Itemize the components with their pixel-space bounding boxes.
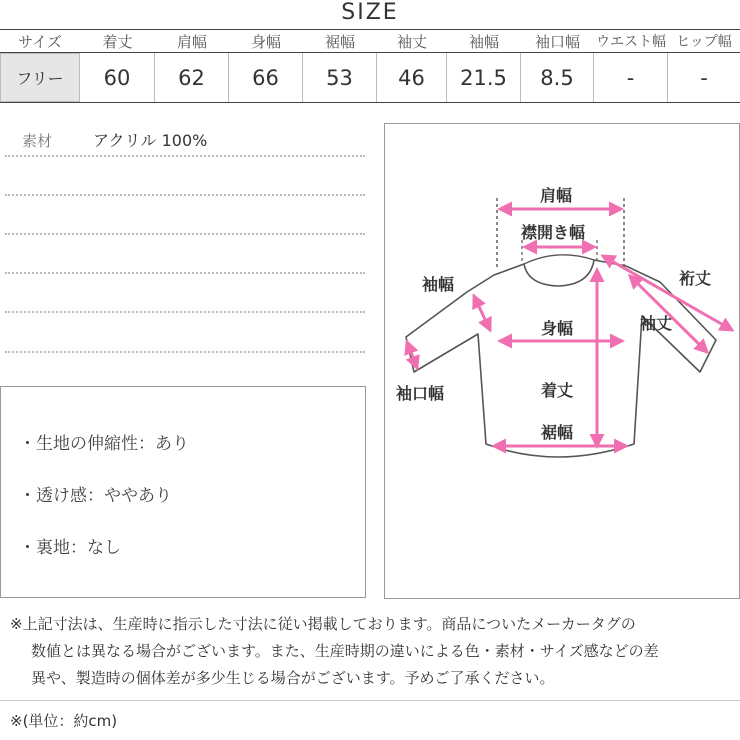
label-sleeve-length: 袖丈 xyxy=(640,314,673,333)
label-length: 着丈 xyxy=(541,381,574,400)
header-hem: 裾幅 xyxy=(324,33,355,51)
label-shoulder: 肩幅 xyxy=(540,186,573,205)
header-waist: ウエスト幅 xyxy=(596,34,666,50)
label-neck: 襟開き幅 xyxy=(521,223,586,242)
label-hem: 裾幅 xyxy=(541,423,574,442)
value-sleeve-width: 21.5 xyxy=(447,53,521,102)
note-line-1: ※上記寸法は、生産時に指示した寸法に従い掲載しております。商品についたメーカータグの xyxy=(10,615,636,633)
label-cuff: 袖口幅 xyxy=(396,384,445,403)
value-hip: - xyxy=(700,65,708,90)
label-body-width: 身幅 xyxy=(541,319,574,338)
note-line-3: 異や、製造時の個体差が多少生じる場合がございます。予めご了承ください。 xyxy=(31,669,555,687)
feature-lining: ・裏地：なし xyxy=(19,538,121,558)
value-sleeve-length: 46 xyxy=(377,53,447,102)
unit-note: ※(単位：約cm) xyxy=(10,712,118,730)
label-sleeve-width: 袖幅 xyxy=(422,275,455,294)
note-line-2: 数値とは異なる場合がございます。また、生産時期の違いによる色・素材・サイズ感などの差 xyxy=(31,642,659,660)
value-length: 60 xyxy=(80,53,155,102)
header-size: サイズ xyxy=(18,33,62,51)
feature-sheer: ・透け感：ややあり xyxy=(19,486,172,506)
size-title: SIZE xyxy=(341,0,399,25)
header-length: 着丈 xyxy=(102,33,133,51)
disclaimer-note xyxy=(10,611,735,692)
header-sleeve-length: 袖丈 xyxy=(396,33,427,51)
feature-stretch: ・生地の伸縮性：あり xyxy=(19,434,189,454)
header-shoulder: 肩幅 xyxy=(176,33,207,51)
material-label: 素材 xyxy=(22,132,53,150)
header-sleeve-width: 袖幅 xyxy=(468,33,499,51)
value-waist: - xyxy=(594,53,668,102)
value-hem: 53 xyxy=(303,53,377,102)
header-cuff: 袖口幅 xyxy=(534,33,580,51)
note-divider xyxy=(0,700,740,701)
value-body-width: 66 xyxy=(229,53,303,102)
value-shoulder: 62 xyxy=(155,53,229,102)
neckline xyxy=(524,255,594,264)
header-hip: ヒップ幅 xyxy=(676,34,732,50)
value-cuff: 8.5 xyxy=(521,53,594,102)
label-yuki: 裄丈 xyxy=(679,269,712,288)
size-name: フリー xyxy=(0,53,80,102)
material-value: アクリル 100% xyxy=(93,131,208,150)
header-body-width: 身幅 xyxy=(250,33,281,51)
